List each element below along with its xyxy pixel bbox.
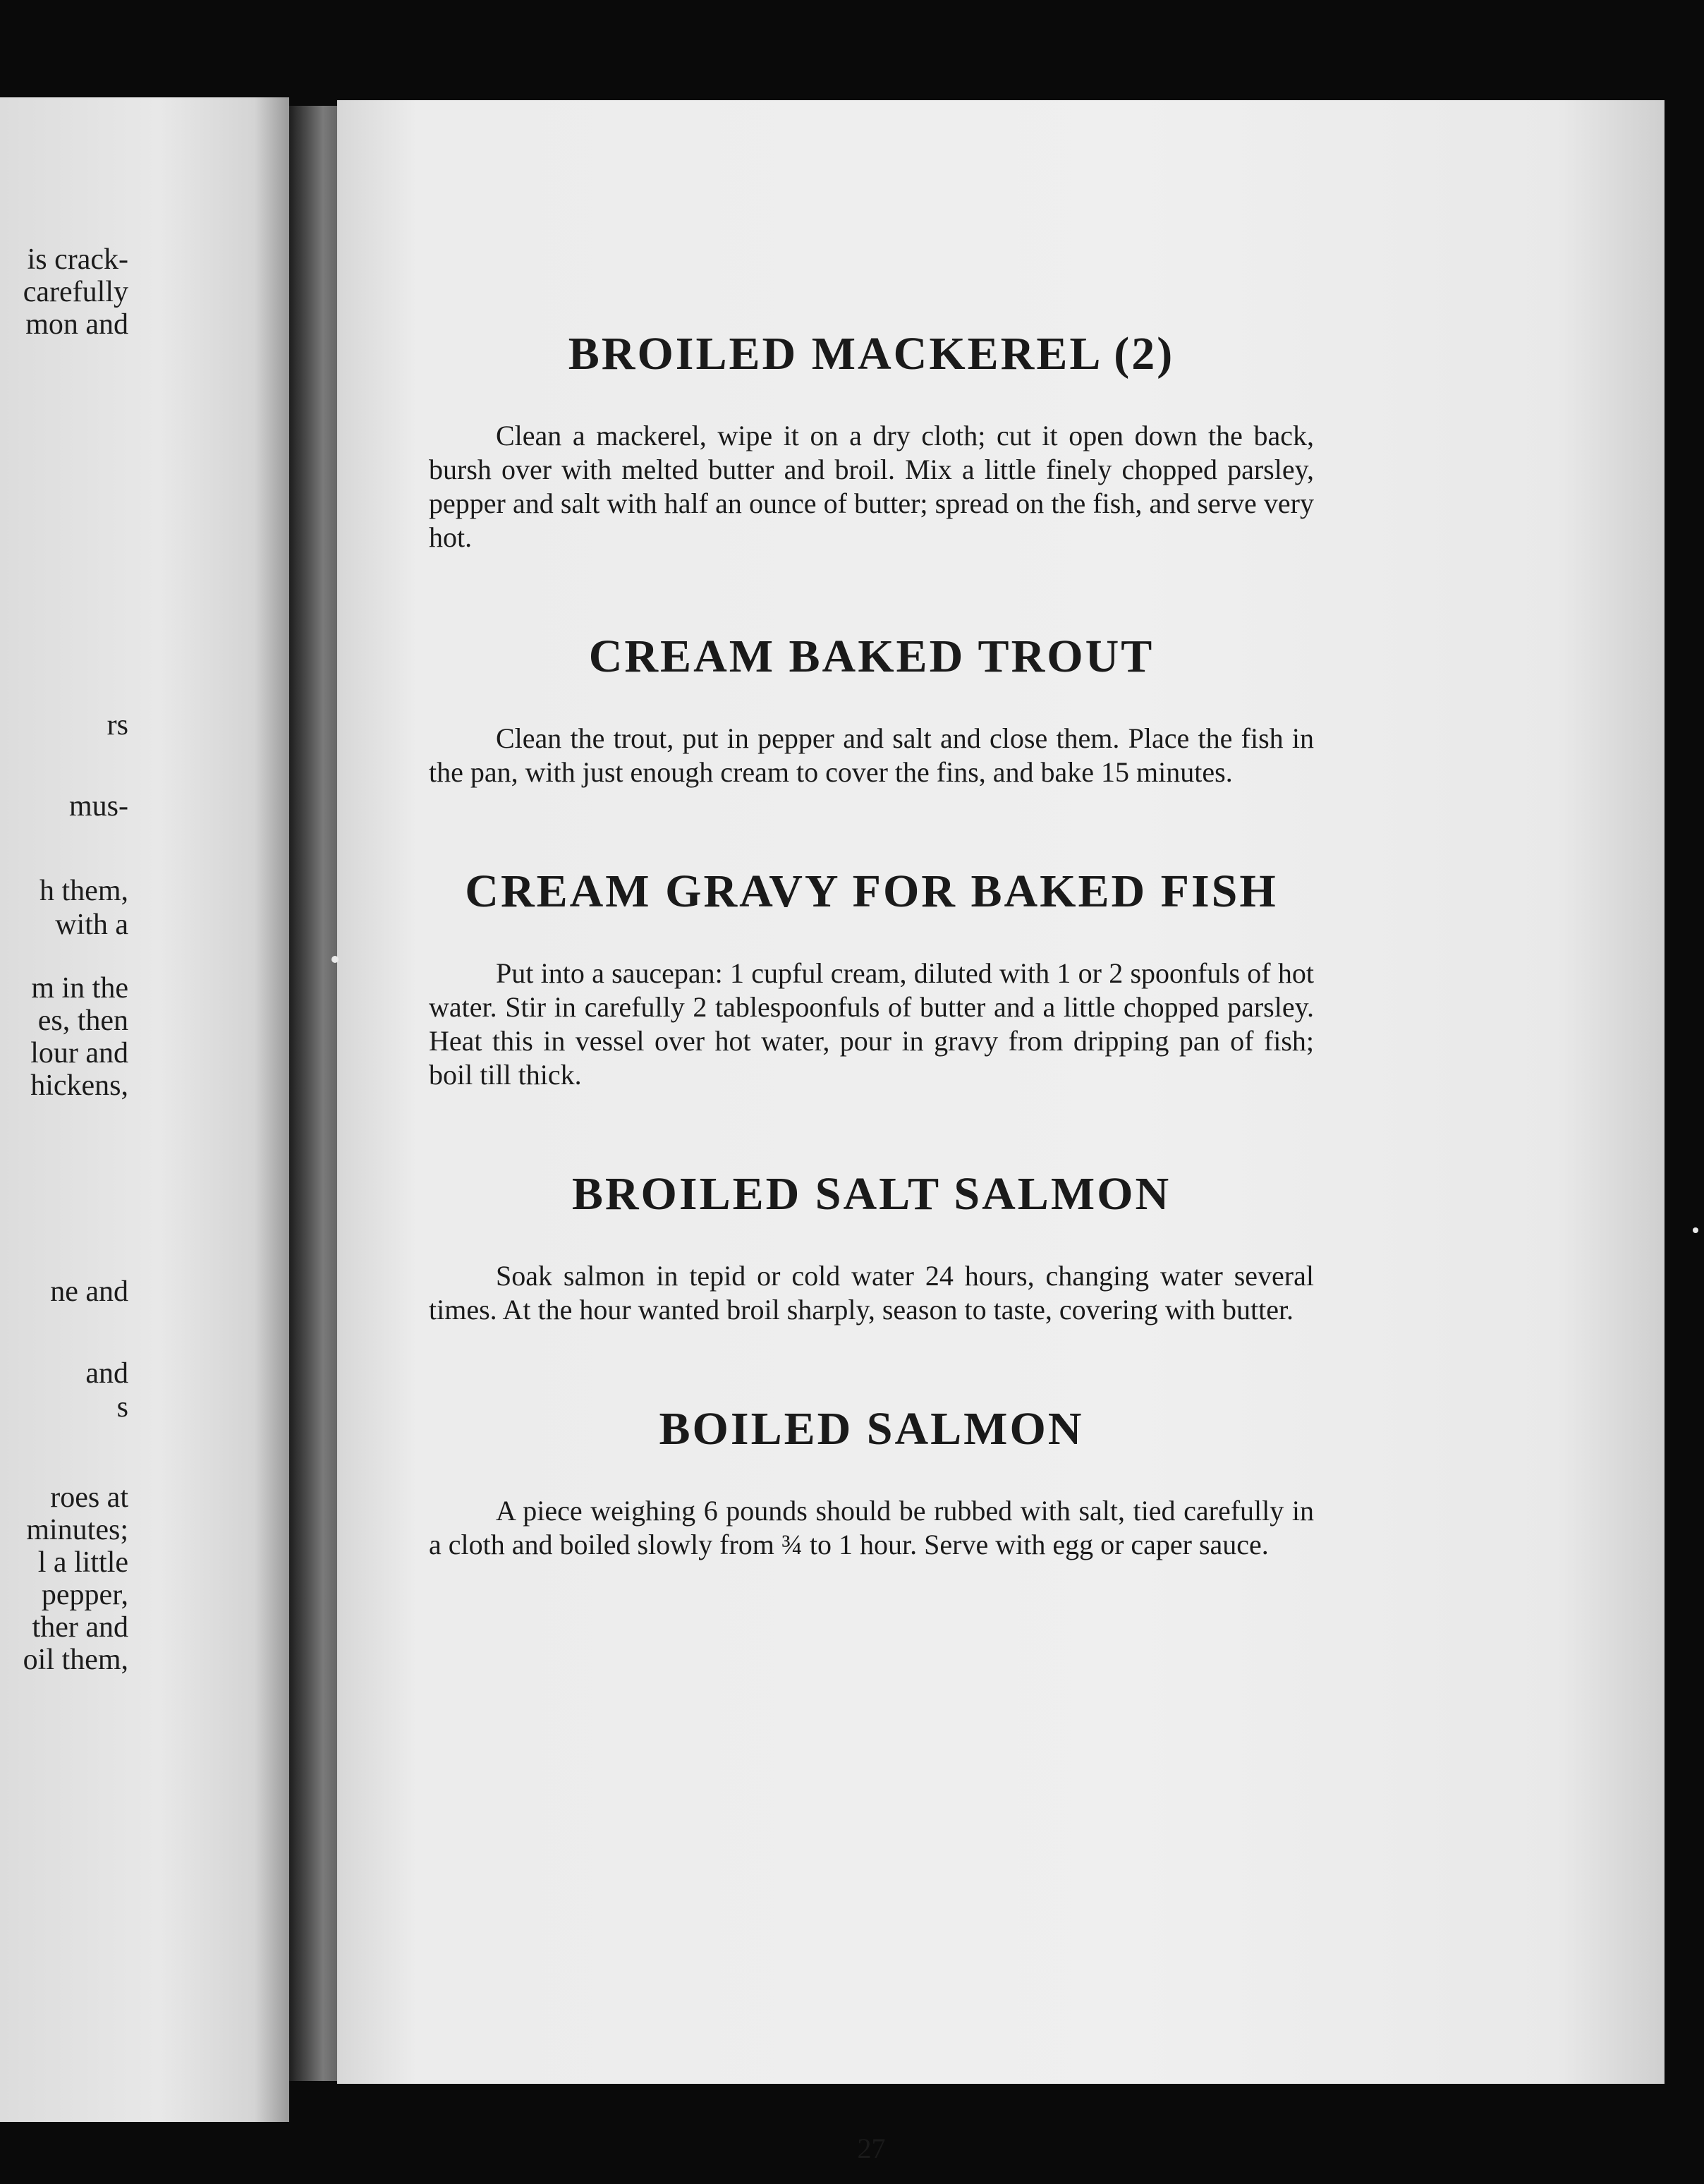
left-page-text-fragment: oil them, — [23, 1644, 128, 1676]
left-page-text-fragment: ther and — [32, 1611, 128, 1644]
recipe-boiled-salmon — [429, 1401, 1314, 1562]
left-page-text-fragment: is crack- — [27, 243, 128, 276]
left-page-text-fragment: s — [116, 1391, 128, 1424]
dust-speck — [1693, 1227, 1698, 1233]
left-page-text-fragment: mus- — [69, 790, 128, 823]
recipe-body: A piece weighing 6 pounds should be rubbed with salt, tied carefully in a cloth and boiled slowly from ¾ to 1 hour. Serve with egg or caper sauce. — [429, 1495, 1314, 1560]
left-page-text-fragment: roes at — [50, 1481, 128, 1514]
recipe-cream-baked-trout — [429, 629, 1314, 789]
left-page — [0, 97, 289, 2122]
left-page-text-fragment: pepper, — [41, 1579, 128, 1611]
left-page-text-fragment: hickens, — [30, 1069, 128, 1102]
page-number: 27 — [857, 2133, 886, 2164]
right-page — [337, 100, 1665, 2164]
recipe-title: CREAM GRAVY FOR BAKED FISH — [465, 866, 1278, 917]
recipe-body: Clean the trout, put in pepper and salt and close them. Place the fish in the pan, with just enough cream to cover the fins, and bake 15 minutes. — [429, 722, 1314, 788]
left-page-text-fragment: rs — [107, 709, 128, 741]
recipe-body: Put into a saucepan: 1 cupful cream, diluted with 1 or 2 spoonfuls of hot water. Stir in carefully 2 tablespoonfuls of butter and a little chopped parsley. Heat this in vessel over hot water, pour in gravy from dripping pan of fish; boil till thick. — [429, 957, 1314, 1091]
left-page-text-fragment: m in the — [31, 972, 128, 1005]
recipe-broiled-mackerel — [429, 326, 1314, 554]
dust-speck — [331, 956, 339, 963]
recipe-body: Clean a mackerel, wipe it on a dry cloth; cut it open down the back, bursh over with melted butter and broil. Mix a little finely chopped parsley, pepper and salt with half an ounce of butter; spread on the fish, and serve very hot. — [429, 420, 1314, 553]
left-page-text-fragment: ne and — [50, 1275, 128, 1308]
left-page-text-fragment: mon and — [25, 308, 128, 341]
left-page-text-fragment: with a — [55, 909, 128, 941]
left-page-text-fragment: lour and — [30, 1037, 128, 1069]
recipe-title: BROILED SALT SALMON — [571, 1168, 1172, 1220]
left-page-text-fragment: es, then — [37, 1005, 128, 1037]
recipe-broiled-salt-salmon — [429, 1166, 1314, 1327]
recipe-body: Soak salmon in tepid or cold water 24 hours, changing water several times. At the hour wanted broil sharply, season to taste, covering with butter. — [429, 1260, 1314, 1325]
left-page-text-fragment: l a little — [37, 1546, 128, 1579]
left-page-text-fragment: and — [85, 1357, 128, 1390]
recipe-title: BROILED MACKEREL (2) — [568, 328, 1175, 380]
left-page-text-fragment: h them, — [39, 875, 128, 907]
left-page-text-fragment: carefully — [23, 276, 128, 308]
recipe-cream-gravy — [429, 863, 1314, 1092]
recipe-title: BOILED SALMON — [659, 1403, 1084, 1455]
left-page-text-fragment: minutes; — [26, 1514, 128, 1546]
recipe-title: CREAM BAKED TROUT — [588, 631, 1155, 682]
recipe-text-block — [429, 326, 1314, 2164]
